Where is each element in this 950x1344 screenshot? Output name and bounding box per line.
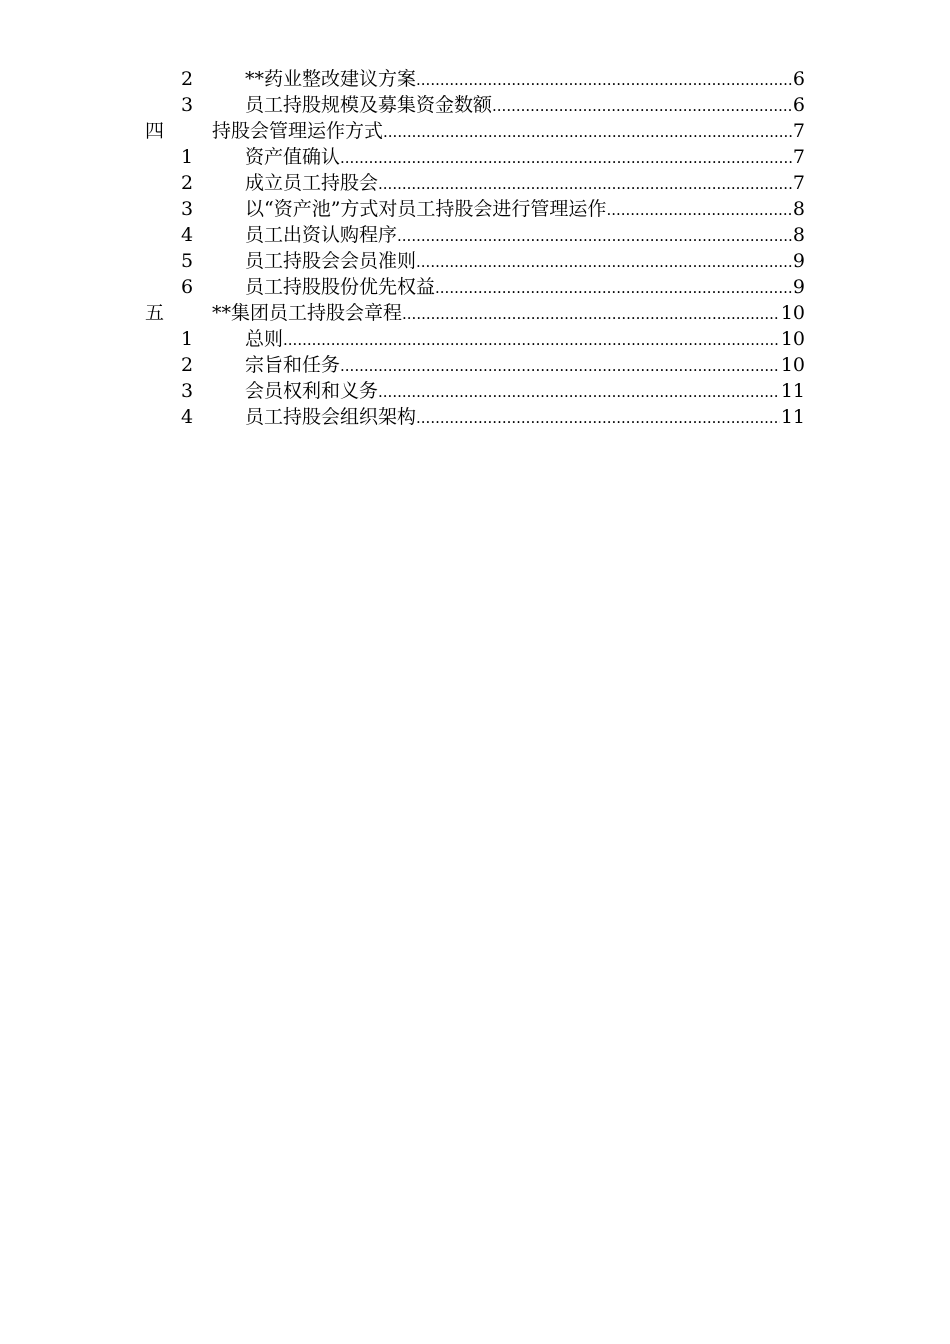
toc-entry-line xyxy=(245,274,805,301)
toc-entry-line xyxy=(245,144,805,171)
toc-entry-line xyxy=(245,66,805,93)
toc-entry-number: 3 xyxy=(181,94,194,116)
toc-entry-title: 持股会管理运作方式 xyxy=(212,120,384,142)
toc-entry-page: 11 xyxy=(780,406,805,428)
toc-dot-leader xyxy=(383,119,792,145)
toc-entry-title: 员工持股会会员准则 xyxy=(245,250,417,272)
toc-entry-page: 7 xyxy=(792,120,805,142)
toc-entry[interactable] xyxy=(0,300,950,326)
toc-entry[interactable] xyxy=(0,144,950,170)
toc-entry-number: 3 xyxy=(181,198,194,220)
toc-entry-page: 9 xyxy=(792,250,805,272)
toc-entry-line xyxy=(245,404,805,431)
toc-entry-page: 10 xyxy=(780,328,805,350)
toc-entry[interactable] xyxy=(0,222,950,248)
toc-entry-number: 6 xyxy=(181,276,194,298)
toc-entry-title: 员工持股规模及募集资金数额 xyxy=(245,94,493,116)
toc-entry-title: 员工持股股份优先权益 xyxy=(245,276,436,298)
toc-entry-number: 4 xyxy=(181,224,194,246)
toc-entry[interactable] xyxy=(0,378,950,404)
toc-entry[interactable] xyxy=(0,326,950,352)
toc-entry-line xyxy=(245,248,805,275)
toc-entry-line xyxy=(245,196,805,223)
toc-entry-line xyxy=(212,300,805,327)
toc-dot-leader xyxy=(397,223,792,249)
toc-entry[interactable] xyxy=(0,66,950,92)
toc-entry-number: 四 xyxy=(145,120,165,142)
toc-entry[interactable] xyxy=(0,196,950,222)
toc-entry-line xyxy=(245,170,805,197)
toc-entry-page: 8 xyxy=(792,198,805,220)
toc-entry-line xyxy=(245,222,805,249)
toc-entry-title: 会员权利和义务 xyxy=(245,380,379,402)
toc-dot-leader xyxy=(416,405,780,431)
toc-entry-line xyxy=(245,378,805,405)
toc-dot-leader xyxy=(416,67,792,93)
toc-entry-number: 2 xyxy=(181,172,194,194)
toc-entry[interactable] xyxy=(0,170,950,196)
table-of-contents xyxy=(0,66,950,430)
toc-entry[interactable] xyxy=(0,352,950,378)
toc-entry-number: 4 xyxy=(181,406,194,428)
toc-entry-line xyxy=(245,326,805,353)
toc-entry-page: 6 xyxy=(792,68,805,90)
toc-entry-number: 2 xyxy=(181,68,194,90)
toc-entry-page: 6 xyxy=(792,94,805,116)
toc-entry-line xyxy=(212,118,805,145)
toc-entry-page: 8 xyxy=(792,224,805,246)
toc-entry-title: 员工出资认购程序 xyxy=(245,224,398,246)
toc-entry-title: 员工持股会组织架构 xyxy=(245,406,417,428)
toc-entry-page: 10 xyxy=(780,302,805,324)
toc-entry-number: 2 xyxy=(181,354,194,376)
toc-entry-number: 3 xyxy=(181,380,194,402)
toc-entry[interactable] xyxy=(0,274,950,300)
toc-entry-line xyxy=(245,352,805,379)
toc-dot-leader xyxy=(378,379,780,405)
toc-dot-leader xyxy=(340,353,780,379)
toc-entry-title: 资产值确认 xyxy=(245,146,341,168)
toc-entry-title: **集团员工持股会章程 xyxy=(212,302,403,324)
toc-dot-leader xyxy=(283,327,780,353)
toc-entry-page: 7 xyxy=(792,146,805,168)
toc-entry-page: 7 xyxy=(792,172,805,194)
toc-dot-leader xyxy=(402,301,780,327)
toc-entry-title: 总则 xyxy=(245,328,284,350)
toc-entry-number: 1 xyxy=(181,328,194,350)
toc-entry-number: 5 xyxy=(181,250,194,272)
toc-entry-title: 成立员工持股会 xyxy=(245,172,379,194)
toc-entry-number: 五 xyxy=(145,302,165,324)
toc-entry[interactable] xyxy=(0,118,950,144)
toc-entry-title: **药业整改建议方案 xyxy=(245,68,417,90)
toc-entry-number: 1 xyxy=(181,146,194,168)
toc-dot-leader xyxy=(492,93,792,119)
toc-entry[interactable] xyxy=(0,248,950,274)
toc-dot-leader xyxy=(435,275,792,301)
toc-entry-page: 10 xyxy=(780,354,805,376)
toc-entry-line xyxy=(245,92,805,119)
toc-dot-leader xyxy=(416,249,792,275)
toc-entry[interactable] xyxy=(0,92,950,118)
toc-entry-page: 9 xyxy=(792,276,805,298)
toc-dot-leader xyxy=(606,197,791,223)
toc-entry[interactable] xyxy=(0,404,950,430)
toc-entry-title: 以“资产池”方式对员工持股会进行管理运作 xyxy=(245,198,607,220)
toc-dot-leader xyxy=(378,171,792,197)
toc-entry-page: 11 xyxy=(780,380,805,402)
toc-dot-leader xyxy=(340,145,792,171)
toc-entry-title: 宗旨和任务 xyxy=(245,354,341,376)
